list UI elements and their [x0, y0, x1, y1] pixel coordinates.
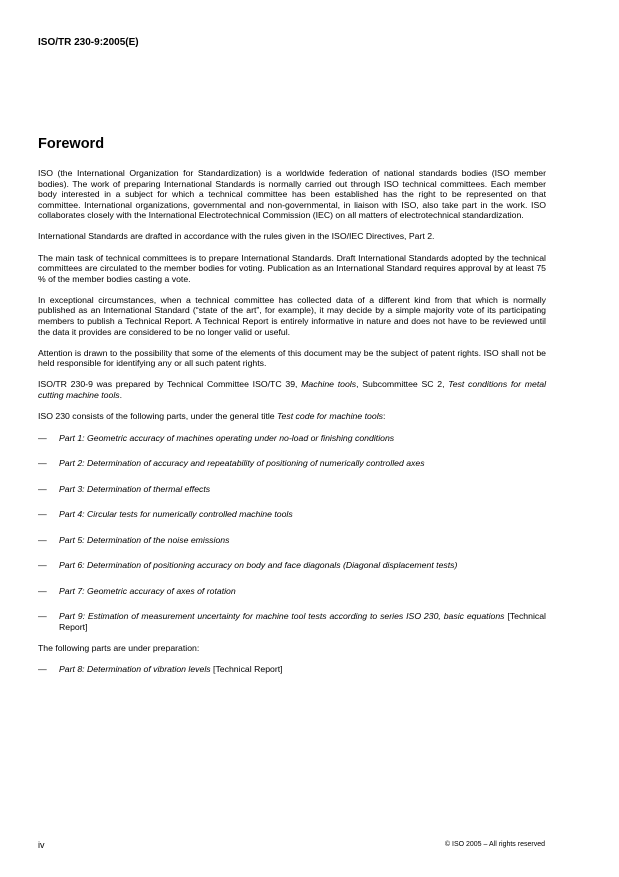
general-title: Test code for machine tools [277, 411, 383, 422]
part-suffix: [Technical Report] [210, 664, 283, 675]
page-number: iv [38, 840, 45, 850]
list-item [38, 611, 546, 632]
part-title: Part 8: Determination of vibration levels [59, 664, 211, 675]
page-title: Foreword [38, 136, 105, 152]
list-item [38, 664, 546, 675]
foreword-body [38, 168, 546, 690]
committee-title: Machine tools [301, 379, 357, 390]
part-title: Part 6: Determination of positioning accuracy on body and face diagonals (Diagonal displacement tests) [59, 560, 458, 571]
subcommittee-title: Test conditions for metal cutting machine tools [38, 379, 546, 400]
list-item [38, 484, 546, 495]
part-title: Part 5: Determination of the noise emissions [59, 534, 230, 545]
prep-parts-list [38, 664, 546, 675]
part-title: Part 4: Circular tests for numerically controlled machine tools [59, 509, 293, 520]
part-title: Part 2: Determination of accuracy and repeatability of positioning of numerically controlled axes [59, 458, 425, 469]
list-item [38, 433, 546, 444]
paragraph-prepared-by [38, 379, 546, 400]
dash-bullet: — [38, 432, 47, 443]
dash-bullet: — [38, 664, 47, 675]
dash-bullet: — [38, 560, 47, 571]
dash-bullet: — [38, 483, 47, 494]
list-item [38, 509, 546, 520]
paragraph-parts-intro [38, 411, 546, 422]
paragraph-exceptional: In exceptional circumstances, when a technical committee has collected data of a different kind from that which is normally published as an International Standard (“state of the art”, for example), it may decide by a simple majority vote of its participating members to publish a Technical Report. A Technical Report is entirely informative in nature and does not have to be reviewed until the data it provides are considered to be no longer valid or useful. [38, 294, 546, 337]
part-suffix: [Technical Report] [59, 611, 546, 632]
prepared-by-end: . [119, 390, 123, 400]
list-item [38, 560, 546, 571]
part-title: Part 7: Geometric accuracy of axes of rotation [59, 585, 236, 596]
dash-bullet: — [38, 509, 47, 520]
part-title: Part 3: Determination of thermal effects [59, 483, 211, 494]
paragraph-directives: International Standards are drafted in accordance with the rules given in the ISO/IEC Directives, Part 2. [38, 231, 435, 242]
paragraph-main-task: The main task of technical committees is to prepare International Standards. Draft International Standards adopted by the technical committees are circulated to the member bodies for voting. Publication as an International Standard requires approval by at least 75 % of the member bodies casting a vote. [38, 252, 546, 284]
dash-bullet: — [38, 611, 47, 622]
list-item [38, 535, 546, 546]
prepared-by-text: ISO/TR 230-9 was prepared by Technical Committee ISO/TC 39, [38, 379, 302, 390]
paragraph-iso-intro: ISO (the International Organization for Standardization) is a worldwide federation of national standards bodies (ISO member bodies). The work of preparing International Standards is normally carried out through ISO technical committees. Each member body interested in a subject for which a technical committee has been established has the right to be represented on that committee. International organizations, governmental and non-governmental, in liaison with ISO, also take part in the work. ISO collaborates closely with the International Electrotechnical Commission (IEC) on all matters of electrotechnical standardization. [38, 168, 546, 221]
parts-intro-end: : [382, 411, 386, 422]
list-item [38, 458, 546, 469]
prepared-by-text-2: , Subcommittee SC 2, [356, 379, 449, 390]
dash-bullet: — [38, 458, 47, 469]
paragraph-patent: Attention is drawn to the possibility that some of the elements of this document may be the subject of patent rights. ISO shall not be held responsible for identifying any or all such patent rights. [38, 347, 546, 369]
paragraph-under-preparation: The following parts are under preparation: [38, 642, 200, 653]
list-item [38, 586, 546, 597]
parts-intro-text: ISO 230 consists of the following parts, under the general title [38, 411, 278, 422]
document-id-header: ISO/TR 230-9:2005(E) [38, 37, 139, 48]
part-title: Part 9: Estimation of measurement uncertainty for machine tool tests according to series ISO 230, basic equations [59, 611, 505, 622]
dash-bullet: — [38, 534, 47, 545]
copyright-notice: © ISO 2005 – All rights reserved [444, 841, 545, 848]
part-title: Part 1: Geometric accuracy of machines operating under no-load or finishing conditions [59, 432, 395, 443]
dash-bullet: — [38, 585, 47, 596]
parts-list [38, 433, 546, 633]
